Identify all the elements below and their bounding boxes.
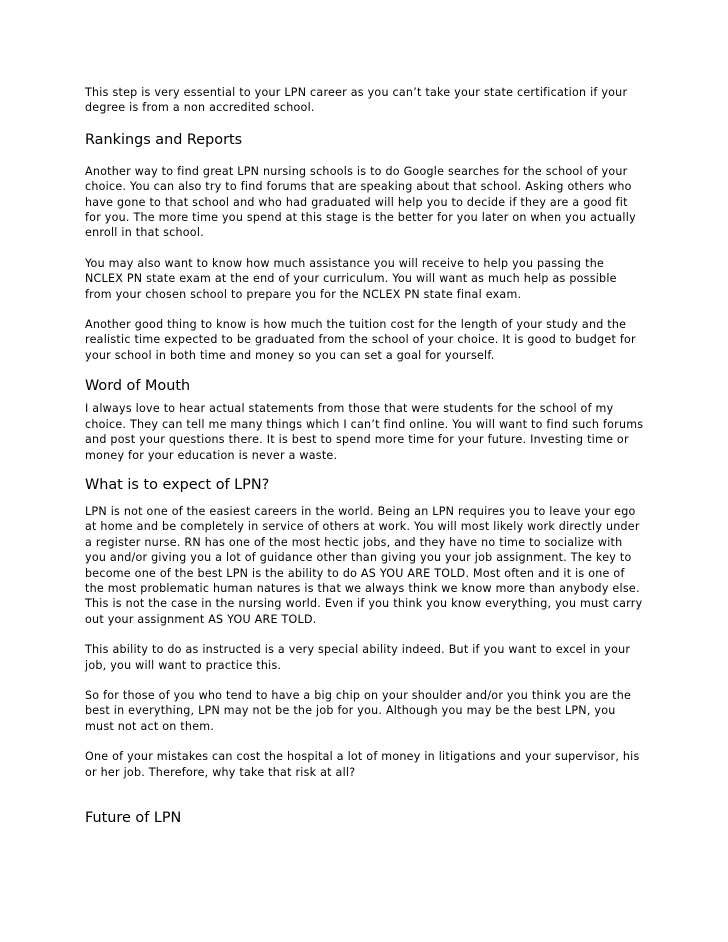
rankings-paragraph-3: Another good thing to know is how much the tuition cost for the length of your study and the realistic time expected to be graduated from the school of your choice. It is good to budget for your school in both time and money so you can set a goal for yourself. (85, 318, 636, 362)
expect-paragraph-4: One of your mistakes can cost the hospital a lot of money in litigations and your supervisor, his or her job. Therefore, why take that risk at all? (85, 750, 640, 779)
expect-heading: What is to expect of LPN? (85, 476, 270, 493)
intro-paragraph: This step is very essential to your LPN career as you can’t take your state certification if your degree is from a non accredited school. (85, 86, 628, 115)
expect-paragraph-1: LPN is not one of the easiest careers in the world. Being an LPN requires you to leave your ego at home and be completely in service of others at work. You will most likely work directly under a register nurse. RN has one of the most hectic jobs, and they have no time to socialize with you and/or giving you a lot of guidance other than giving you your job assignment. The key to become one of the best LPN is the ability to do AS YOU ARE TOLD. Most often and it is one of the most problematic human natures is that we always think we know more than anybody else. This is not the case in the nursing world. Even if you think you know everything, you must carry out your assignment AS YOU ARE TOLD. (85, 504, 643, 626)
expect-paragraph-3: So for those of you who tend to have a big chip on your shoulder and/or you think you are the best in everything, LPN may not be the job for you. Although you may be the best LPN, you must not act on them. (85, 688, 632, 733)
document-page (85, 85, 645, 828)
word-of-mouth-heading: Word of Mouth (85, 378, 191, 395)
rankings-paragraph-1: Another way to find great LPN nursing schools is to do Google searches for the school of your choice. You can also try to find forums that are speaking about that school. Asking others who have gone to that school and who had graduated will help you to decide if they are a good fit for you. The more time you spend at this stage is the better for you later on when you actually enroll in that school. (85, 164, 636, 240)
expect-paragraph-2: This ability to do as instructed is a very special ability indeed. But if you want to excel in your job, you will want to practice this. (85, 643, 631, 672)
rankings-heading: Rankings and Reports (85, 131, 243, 148)
future-heading: Future of LPN (85, 810, 182, 826)
rankings-paragraph-2: You may also want to know how much assistance you will receive to help you passing the NCLEX PN state exam at the end of your curriculum. You will want as much help as possible from your chosen school to prepare you for the NCLEX PN state final exam. (85, 256, 617, 301)
word-of-mouth-paragraph: I always love to hear actual statements from those that were students for the school of my choice. They can tell me many things which I can’t find online. You will want to find such forums and post your questions there. It is best to spend more time for your future. Investing time or money for your education is never a waste. (85, 402, 644, 462)
